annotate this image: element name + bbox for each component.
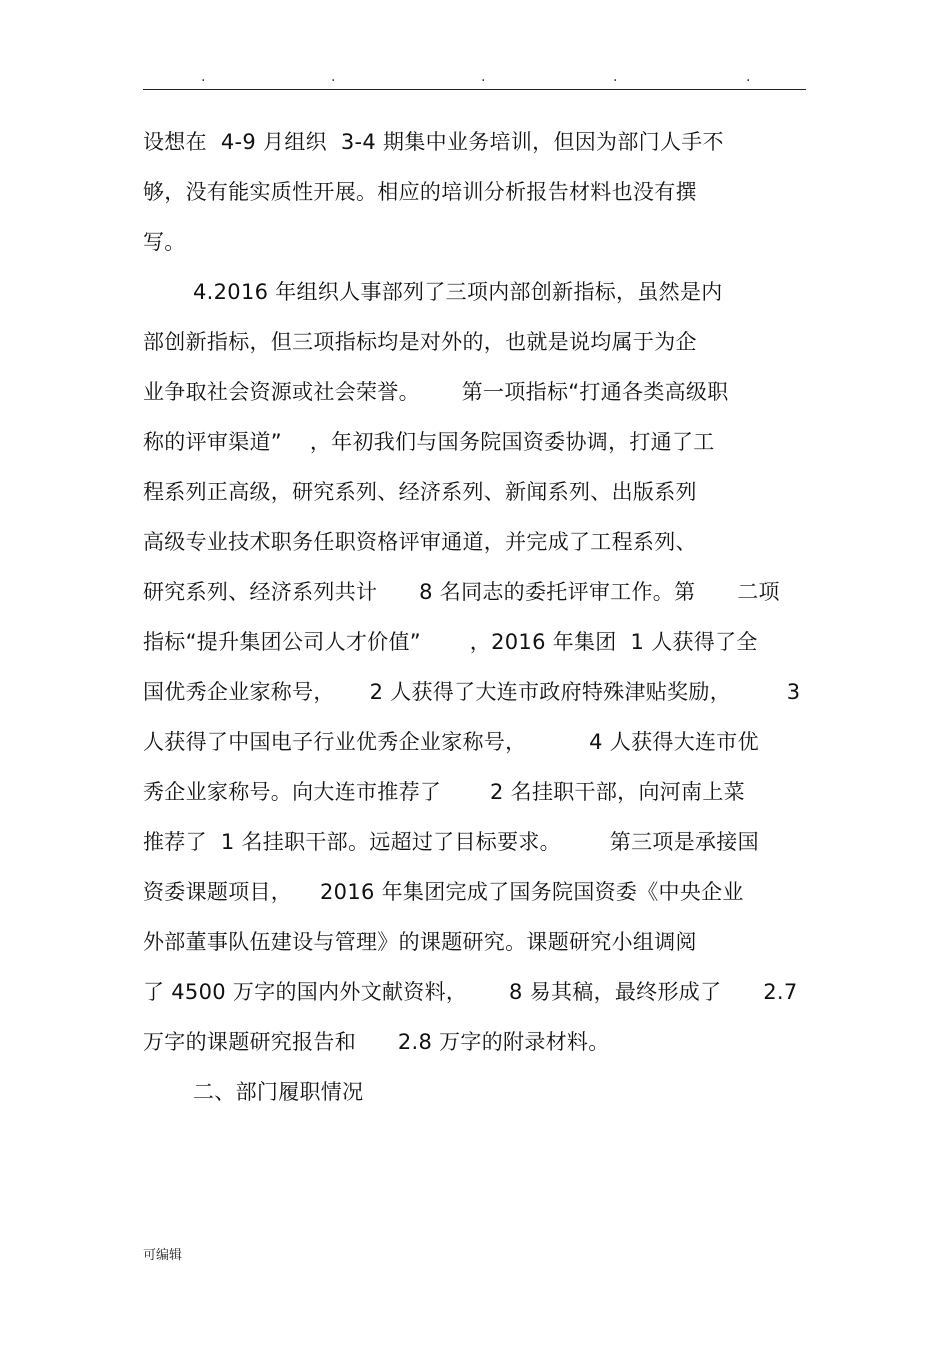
body-line: 外部董事队伍建设与管理》的课题研究。课题研究小组调阅	[143, 930, 697, 954]
body-line: 业争取社会资源或社会荣誉。 第一项指标“打通各类高级职	[143, 380, 729, 404]
body-line: 了 4500 万字的国内外文献资料， 8 易其稿，最终形成了 2.7	[143, 980, 798, 1004]
body-line: 国优秀企业家称号， 2 人获得了大连市政府特殊津贴奖励， 3	[143, 680, 801, 704]
body-line: 高级专业技术职务任职资格评审通道，并完成了工程系列、	[143, 530, 697, 554]
body-line: 研究系列、经济系列共计 8 名同志的委托评审工作。第 二项	[143, 580, 780, 604]
body-line: 秀企业家称号。向大连市推荐了 2 名挂职干部，向河南上菜	[143, 780, 745, 804]
body-line: 4.2016 年组织人事部列了三项内部创新指标，虽然是内	[193, 280, 723, 304]
header-dot: .	[481, 69, 486, 85]
body-line: 称的评审渠道” ，年初我们与国务院国资委协调，打通了工	[143, 430, 715, 454]
header-rule	[143, 89, 806, 90]
body-line: 够，没有能实质性开展。相应的培训分析报告材料也没有撰	[143, 180, 697, 204]
header-dot: .	[613, 69, 618, 85]
section-heading: 二、部门履职情况	[193, 1080, 364, 1104]
body-line: 指标“提升集团公司人才价值” ，2016 年集团 1 人获得了全	[143, 630, 758, 654]
page-header-dots	[143, 70, 806, 90]
body-line: 写。	[143, 230, 186, 254]
footer-label: 可编辑	[143, 1248, 183, 1263]
body-line: 设想在 4-9 月组织 3-4 期集中业务培训，但因为部门人手不	[143, 130, 724, 154]
body-line: 资委课题项目， 2016 年集团完成了国务院国资委《中央企业	[143, 880, 744, 904]
header-dot: .	[201, 69, 206, 85]
header-dot: .	[331, 69, 336, 85]
body-line: 人获得了中国电子行业优秀企业家称号， 4 人获得大连市优	[143, 730, 759, 754]
body-line: 程系列正高级，研究系列、经济系列、新闻系列、出版系列	[143, 480, 697, 504]
body-line: 万字的课题研究报告和 2.8 万字的附录材料。	[143, 1030, 610, 1054]
body-line: 部创新指标，但三项指标均是对外的，也就是说均属于为企	[143, 330, 697, 354]
header-dot: .	[746, 69, 751, 85]
body-line: 推荐了 1 名挂职干部。远超过了目标要求。 第三项是承接国	[143, 830, 759, 854]
